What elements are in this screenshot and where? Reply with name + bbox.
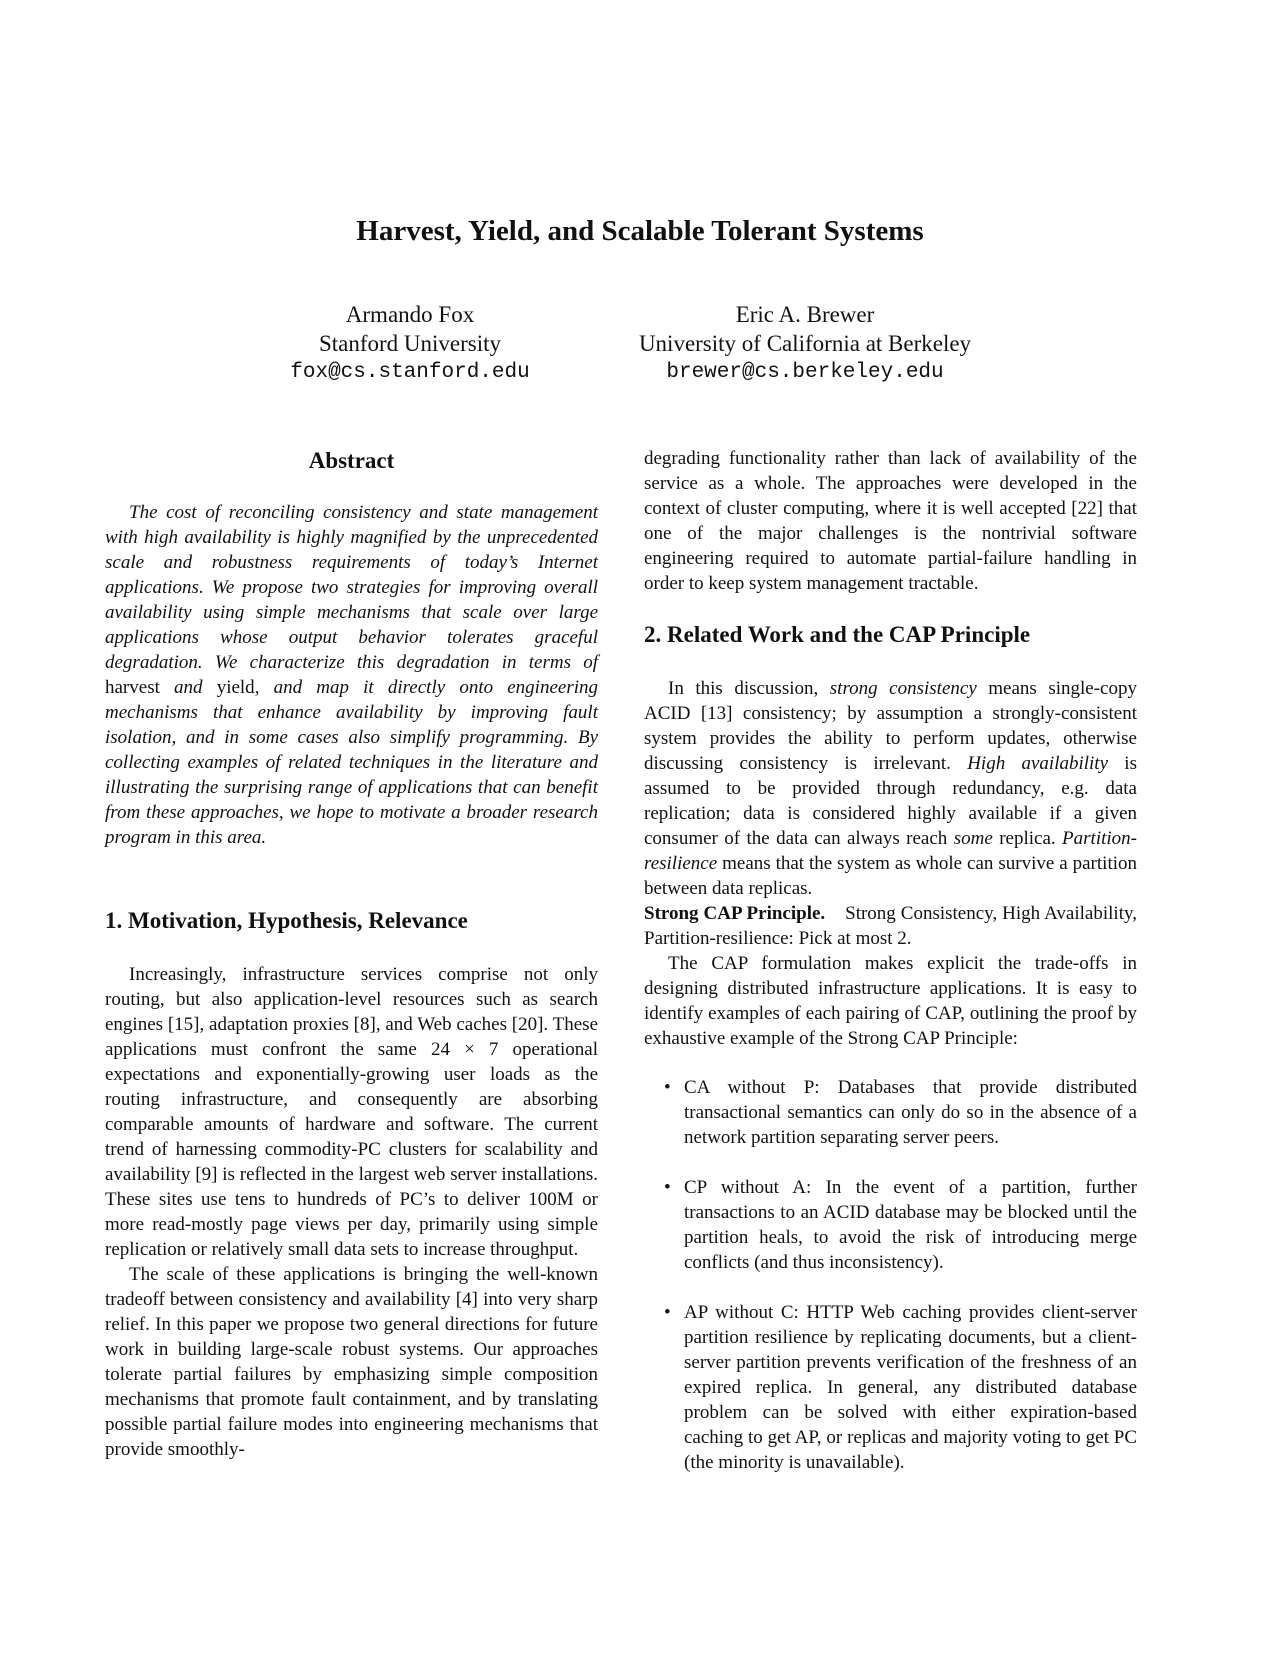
author-email: fox@cs.stanford.edu [290,361,530,384]
cap-principle-label: Strong CAP Principle. [644,903,826,924]
text-part: is assumed to be provided through redundancy, e.g. data replication; data is considered highly available if a given consumer of the data can always reach [644,753,1137,849]
text-part: replica. [992,828,1063,849]
author-affiliation: University of California at Berkeley [638,331,972,356]
section-1-heading: 1. Motivation, Hypothesis, Relevance [105,908,468,933]
list-item-text: AP without C: HTTP Web caching provides client-server partition resilience by replicating documents, but a client-server partition prevents verification of the freshness of an expired replica. In general, any distributed database problem can be solved with either expiration-based caching to get AP, or replicas and majority voting to get PC (the minority is unavailable). [684,1302,1137,1473]
author-name: Armando Fox [345,302,475,327]
abstract-text-part: , and map it directly onto engineering mechanisms that enhance availability by improving fault isolation, and in some cases also simplify programming. By collecting examples of related techniques in the literature and illustrating the surprising range of applications that can benefit from these approaches, we hope to motivate a broader research program in this area. [105,677,598,848]
section-1-paragraph: Increasingly, infrastructure services comprise not only routing, but also application-level resources such as search engines [15], adaptation proxies [8], and Web caches [20]. These applications must confront the same 24 × 7 operational expectations and exponentially-growing user loads as the routing infrastructure, and consequently are absorbing comparable amounts of hardware and software. The current trend of harnessing commodity-PC clusters for scalability and availability [9] is reflected in the largest web server installations. These sites use tens to hundreds of PC’s to deliver 100M or more read-mostly page views per day, primarily using simple replication or relatively small data sets to increase throughput. [105,964,598,1260]
yield-term: yield [216,677,255,698]
paper-title: Harvest, Yield, and Scalable Tolerant Systems [356,215,924,247]
abstract-text-part: The cost of reconciling consistency and state management with high availability is highly magnified by the unprecedented scale and robustness requirements of today’s Internet applications. We propose two strategies for improving overall availability using simple mechanisms that scale over large applications whose output behavior tolerates graceful degradation. We characterize this degradation in terms of [105,502,598,673]
abstract-text [105,500,598,850]
cap-principle-text: Strong Consistency, High Availability, Partition-resilience: Pick at most 2. [644,903,1137,949]
list-item [644,1075,1137,1150]
bullet-icon: • [664,1177,671,1198]
section-2-paragraph: The CAP formulation makes explicit the trade-offs in designing distributed infrastructure applications. It is easy to identify examples of each pairing of CAP, outlining the proof by exhaustive example of the Strong CAP Principle: [644,953,1137,1049]
cap-principle [644,901,1137,951]
author-block-2 [600,300,1010,387]
bullet-icon: • [664,1077,671,1098]
list-item-text: CP without A: In the event of a partition, further transactions to an ACID database may be blocked until the partition heals, to avoid the risk of introducing merge conflicts (and thus inconsistency). [684,1177,1137,1273]
text-part: means single-copy ACID [13] consistency; by assumption a strongly-consistent system provides the ability to perform updates, otherwise discussing consistency is irrelevant. [644,678,1137,774]
text-part: In this discussion, [668,678,830,699]
term-strong-consistency: strong consistency [829,678,977,699]
section-2-heading: 2. Related Work and the CAP Principle [644,622,1031,647]
right-column [644,446,1137,1500]
section-2-paragraph [644,676,1137,901]
author-block-1 [240,300,580,387]
term-high-availability: High availability [967,753,1109,774]
term-some: some [953,828,993,849]
author-name: Eric A. Brewer [735,302,875,327]
term-partition-resilience: Partition-resilience [644,828,1137,874]
text-part: means that the system as whole can survive a partition between data replicas. [644,853,1137,899]
section-1-paragraph-continued: degrading functionality rather than lack of availability of the service as a whole. The approaches were developed in the context of cluster computing, where it is well accepted [22] that one of the major challenges is the nontrivial software engineering required to automate partial-failure handling in order to keep system management tractable. [644,448,1137,594]
list-item-text: CA without P: Databases that provide distributed transactional semantics can only do so in the absence of a network partition separating server peers. [684,1077,1137,1148]
bullet-icon: • [664,1302,671,1323]
list-item [644,1175,1137,1275]
cap-examples-list [644,1075,1137,1475]
author-affiliation: Stanford University [318,331,502,356]
list-item [644,1300,1137,1475]
abstract-text-part: and [159,677,217,698]
abstract-heading: Abstract [308,448,395,473]
abstract-section [105,446,598,850]
harvest-term: harvest [105,677,160,698]
left-column [105,446,598,1462]
author-email: brewer@cs.berkeley.edu [666,361,944,384]
section-1-paragraph: The scale of these applications is bringing the well-known tradeoff between consistency and availability [4] into very sharp relief. In this paper we propose two general directions for future work in building large-scale robust systems. Our approaches tolerate partial failures by emphasizing simple composition mechanisms that promote fault containment, and by translating possible partial failure modes into engineering mechanisms that provide smoothly- [105,1264,598,1460]
